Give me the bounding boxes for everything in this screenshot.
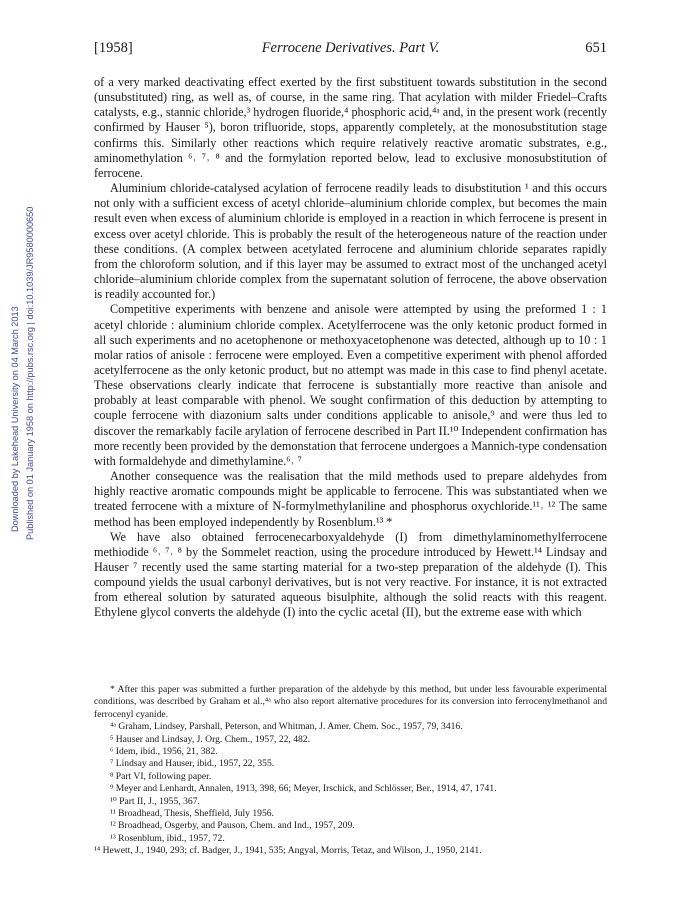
footnote: * After this paper was submitted a further preparation of the aldehyde by this method, but under less favourable experimental conditions, was described by Graham et al.,⁴ᵃ who also report alternative procedures for its conversion into ferrocenylmethanol and ferrocenyl cyanide. [94, 684, 607, 720]
reference: ⁷ Lindsay and Hauser, ibid., 1957, 22, 355. [110, 758, 275, 770]
reference: ¹⁴ Hewett, J., 1940, 293; cf. Badger, J., 1941, 535; Angyal, Morris, Tetaz, and Wilson, J., 1950, 2141. [94, 845, 482, 857]
reference: ⁹ Meyer and Lenhardt, Annalen, 1913, 398, 66; Meyer, Irschick, and Schlösser, Ber., 1914, 47, 1741. [110, 783, 497, 795]
paragraph: of a very marked deactivating effect exerted by the first substituent towards substitution in the second (unsubstituted) ring, as well as, of course, in the same ring. That acylation with milder Friedel–Crafts catalysts, e.g., stannic chloride,³ hydrogen fluoride,⁴ phosphoric acid,⁴ᵃ and, in the present work (recently confirmed by Hauser ⁵), boron trifluoride, stops, apparently completely, at the monosubstitution stage confirms this. Similarly other reactions which require relatively reactive aromatic substrates, e.g., aminomethylation ⁶˒ ⁷˒ ⁸ and the formylation reported below, lead to exclusive monosubstitution of ferrocene. [94, 75, 607, 180]
footnotes [94, 684, 607, 858]
reference: ⁸ Part VI, following paper. [110, 770, 212, 782]
publication-notice: Published on 01 January 1958 on http://pubs.rsc.org | doi:10.1039/JR9580000650 [25, 206, 35, 540]
page-number: 651 [585, 40, 607, 56]
paragraph: Aluminium chloride-catalysed acylation of ferrocene readily leads to disubstitution ¹ and this occurs not only with a sufficient excess of acetyl chloride–aluminium chloride complex, but becomes the main result even when excess of aluminium chloride is employed in a reaction in which ferrocene is present in excess over acetyl chloride. This is probably the result of the heterogeneous nature of the reaction under these conditions. (A complex between acetylated ferrocene and aluminium chloride separates rapidly from the chloroform solution, and if this layer may be assumed to extract most of the unchanged acetyl chloride–aluminium chloride complex from the supernatant solution of ferrocene, the above observation is readily accounted for.) [94, 181, 607, 302]
header-year: [1958] [94, 40, 133, 56]
reference: ¹⁰ Part II, J., 1955, 367. [110, 795, 200, 807]
paragraph: Another consequence was the realisation that the mild methods used to prepare aldehydes from highly reactive aromatic compounds might be applicable to ferrocene. This was substantiated when we treated ferrocene with a mixture of N-formylmethylaniline and phosphorus oxychloride.¹¹˒ ¹² The same method has been employed independently by Rosenblum.¹³ * [94, 469, 607, 529]
reference: ⁵ Hauser and Lindsay, J. Org. Chem., 1957, 22, 482. [110, 733, 310, 745]
paragraph: Competitive experiments with benzene and anisole were attempted by using the preformed 1 : 1 acetyl chloride : aluminium chloride complex. Acetylferrocene was the only ketonic product formed in all such experiments and no acetophenone or methoxyacetophenone was detected, although up to 10 : 1 molar ratios of anisole : ferrocene were employed. Even a competitive experiment with phenol afforded acetylferrocene as the only ketonic product, but no attempt was made in this case to find phenyl acetate. These observations clearly indicate that ferrocene is substantially more reactive than anisole and probably at least comparable with phenol. We sought confirmation of this deduction by attempting to couple ferrocene with diazonium salts under conditions applicable to anisole,⁹ and were thus led to discover the remarkably facile arylation of ferrocene described in Part II.¹⁰ Independent confirmation has more recently been provided by the demonstation that ferrocene undergoes a Mannich-type condensation with formaldehyde and dimethylamine.⁶˒ ⁷ [94, 302, 607, 468]
download-sidebar [0, 0, 60, 913]
reference: ⁴ᵃ Graham, Lindsey, Parshall, Peterson, and Whitman, J. Amer. Chem. Soc., 1957, 79, 3416. [110, 721, 463, 733]
running-header [94, 40, 607, 60]
reference: ¹² Broadhead, Osgerby, and Pauson, Chem. and Ind., 1957, 209. [110, 820, 355, 832]
download-notice: Downloaded by Lakehead University on 04 March 2013 [10, 306, 20, 532]
body-text [94, 75, 607, 621]
reference: ¹³ Rosenblum, ibid., 1957, 72. [110, 832, 225, 844]
reference: ¹¹ Broadhead, Thesis, Sheffield, July 1956. [110, 808, 274, 820]
header-title: Ferrocene Derivatives. Part V. [261, 40, 440, 56]
reference: ⁶ Idem, ibid., 1956, 21, 382. [110, 746, 218, 758]
paragraph: We have also obtained ferrocenecarboxyaldehyde (I) from dimethylaminomethylferrocene methiodide ⁶˒ ⁷˒ ⁸ by the Sommelet reaction, using the procedure introduced by Hewett.¹⁴ Lindsay and Hauser ⁷ recently used the same starting material for a two-step preparation of the aldehyde (I). This compound yields the usual carbonyl derivatives, but is not very reactive. For instance, it is not extracted from ethereal solution by saturated aqueous bisulphite, although the solid reacts with this reagent. Ethylene glycol converts the aldehyde (I) into the cyclic acetal (II), but the extreme ease with which [94, 529, 607, 620]
